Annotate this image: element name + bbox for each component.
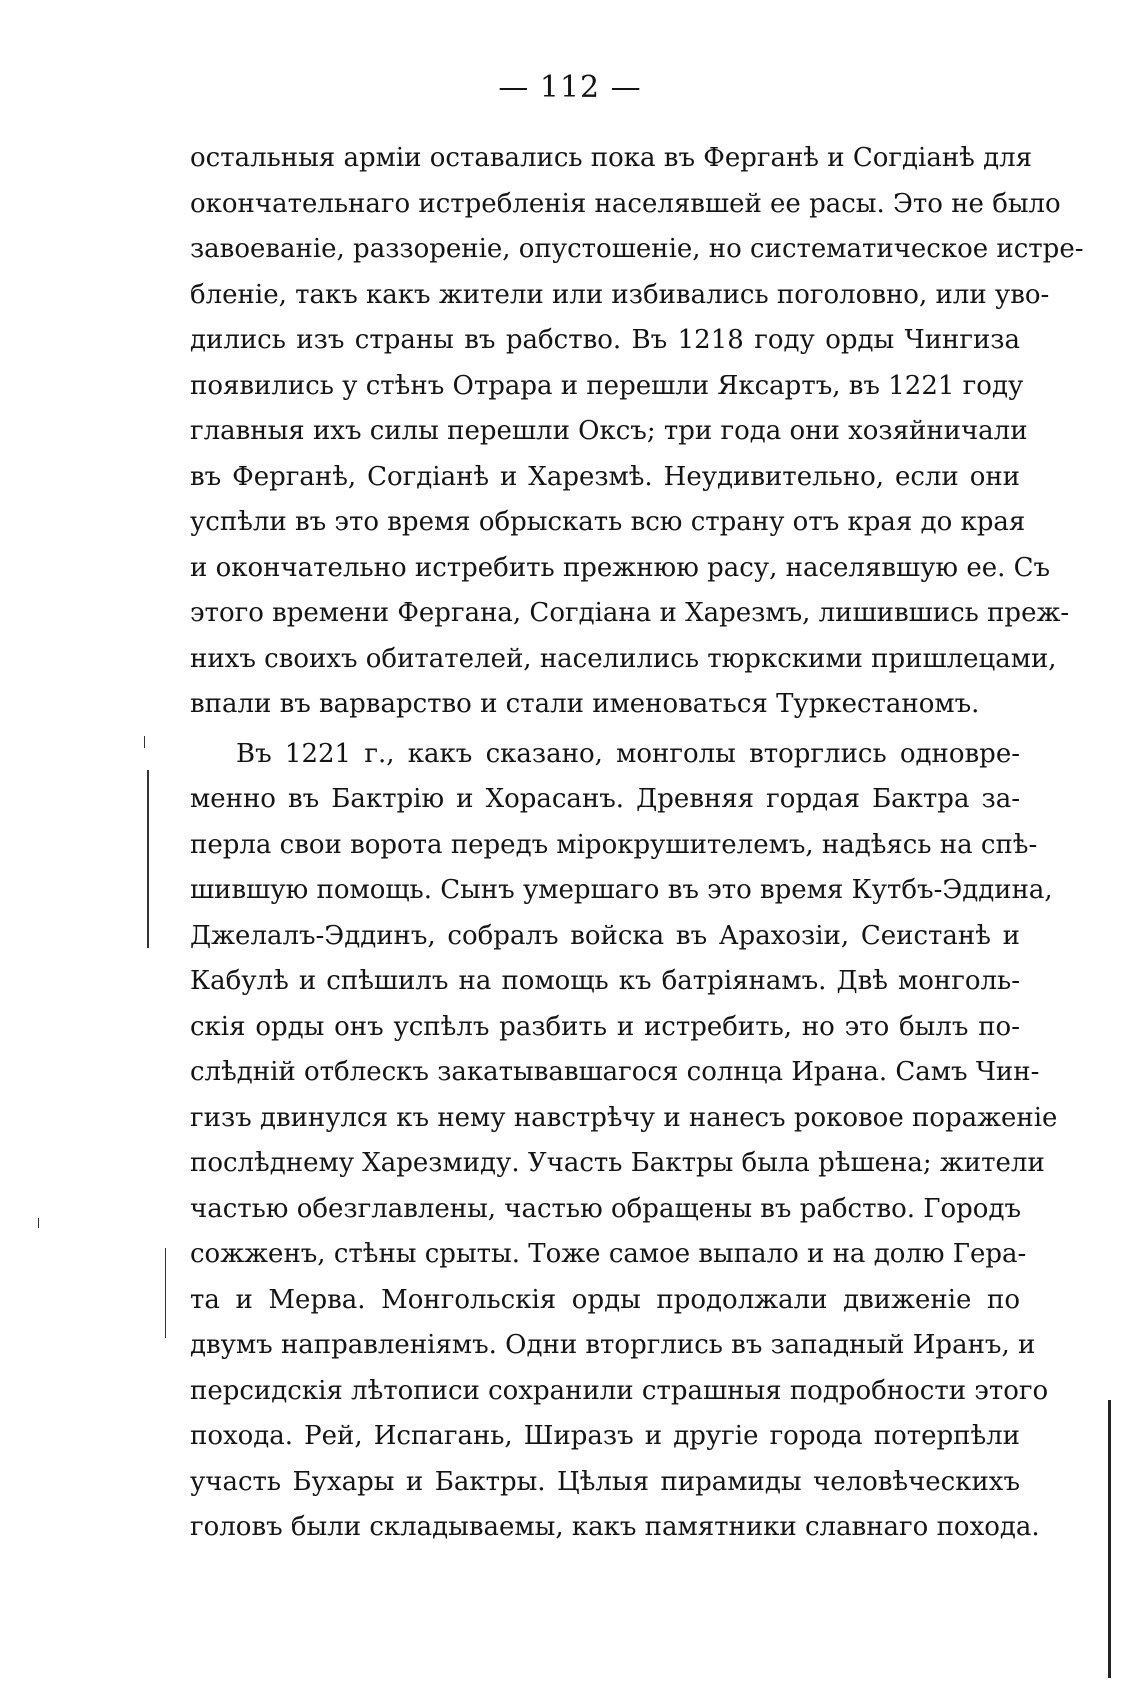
text-line: Джелалъ-Эддинъ, собралъ войска въ Арахозіи, Сеистанѣ и [190,920,1020,951]
text-line: окончательнаго истребленія населявшей ее расы. Это не было [190,188,1061,219]
page-number: — 112 — [498,70,642,105]
margin-pencil-mark [165,1248,166,1338]
text-line: шившую помощь. Сынъ умершаго въ это время Кутбъ-Эддина, [190,875,1053,905]
text-line: появились у стѣнъ Отрара и перешли Яксартъ, въ 1221 году [190,370,1024,401]
text-line: перла свои ворота передъ мірокрушителемъ, надѣясь на спѣ- [190,829,1038,860]
text-line: скія орды онъ успѣлъ разбить и истребить, но это былъ по- [190,1011,1020,1042]
paragraph-2 [190,732,1058,1551]
text-line: и окончательно истребить прежнюю расу, населявшую ее. Съ [190,552,1051,583]
text-line: главныя ихъ силы перешли Оксъ; три года они хозяйничали [190,416,1028,446]
paragraph-1 [190,136,1084,728]
text-line: этого времени Фергана, Согдіана и Харезмъ, лишившись преж- [190,598,1070,628]
text-line: впали въ варварство и стали именоваться Туркестаномъ. [190,689,980,719]
text-line: менно въ Бактрію и Хорасанъ. Древняя гордая Бактра за- [190,784,1020,814]
margin-pencil-mark [38,1218,39,1228]
text-line: гизъ двинулся къ нему навстрѣчу и нанесъ роковое пораженіе [190,1102,1058,1133]
text-line: успѣли въ это время обрыскать всю страну отъ края до края [190,507,1026,537]
text-line: дились изъ страны въ рабство. Въ 1218 году орды Чингиза [190,325,1020,355]
text-line: та и Мерва. Монгольскія орды продолжали движеніе по [190,1284,1020,1315]
text-line: Кабулѣ и спѣшилъ на помощь къ батріянамъ. Двѣ монголь- [190,966,1020,996]
text-line: участь Бухары и Бактры. Цѣлыя пирамиды человѣческихъ [190,1466,1020,1497]
right-margin-rule [1108,1400,1111,1678]
margin-pencil-mark [144,736,145,748]
text-line: послѣднему Харезмиду. Участь Бактры была рѣшена; жители [190,1148,1045,1178]
text-line: завоеваніе, раззореніе, опустошеніе, но систематическое истре- [190,234,1084,264]
text-line: слѣдній отблескъ закатывавшагося солнца Ирана. Самъ Чин- [190,1057,1040,1087]
text-line: головъ были складываемы, какъ памятники славнаго похода. [190,1512,1040,1542]
text-line: похода. Рей, Испагань, Ширазъ и другіе города потерпѣли [190,1421,1020,1451]
text-line: персидскія лѣтописи сохранили страшныя подробности этого [190,1375,1049,1406]
text-line: бленіе, такъ какъ жители или избивались поголовно, или уво- [190,279,1050,310]
text-line: нихъ своихъ обитателей, населились тюркскими пришлецами, [190,643,1057,674]
body-text [190,136,1084,1551]
text-line: остальныя арміи оставались пока въ Ферганѣ и Согдіанѣ для [190,143,1033,173]
text-line: частью обезглавлены, частью обращены въ рабство. Городъ [190,1193,1022,1224]
text-line: Въ 1221 г., какъ сказано, монголы вторглись одновре- [236,738,1020,769]
text-line: двумъ направленіямъ. Одни вторглись въ западный Иранъ, и [190,1330,1036,1360]
text-line: въ Ферганѣ, Согдіанѣ и Харезмѣ. Неудивительно, если они [190,461,1020,492]
text-line: сожженъ, стѣны срыты. Тоже самое выпало и на долю Гера- [190,1239,1027,1269]
margin-pencil-mark [147,770,149,948]
